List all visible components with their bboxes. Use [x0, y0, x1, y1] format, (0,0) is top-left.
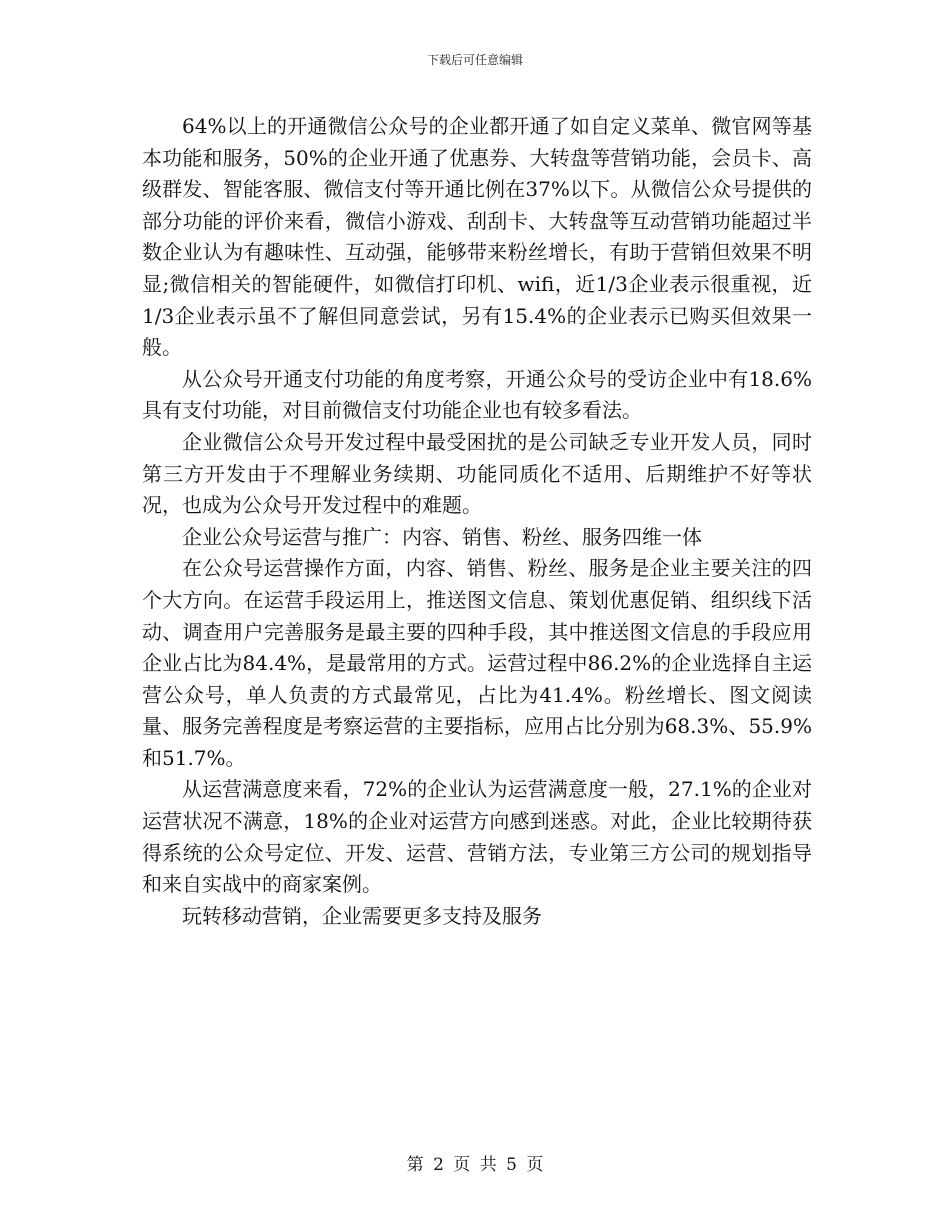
paragraph-payment: 从公众号开通支付功能的角度考察，开通公众号的受访企业中有18.6%具有支付功能，对目前微信支付功能企业也有较多看法。 [142, 366, 812, 423]
section-heading-operations: 企业公众号运营与推广：内容、销售、粉丝、服务四维一体 [182, 524, 702, 549]
section-heading-mobile-marketing: 玩转移动营销，企业需要更多支持及服务 [182, 903, 542, 928]
paragraph-satisfaction: 从运营满意度来看，72%的企业认为运营满意度一般，27.1%的企业对运营状况不满意，18%的企业对运营方向感到迷惑。对此，企业比较期待获得系统的公众号定位、开发、运营、营销方法，专业第三方公司的规划指导和来自实战中的商家案例。 [142, 777, 812, 897]
document-body [142, 111, 812, 932]
paragraph-features: 64%以上的开通微信公众号的企业都开通了如自定义菜单、微官网等基本功能和服务，50%的企业开通了优惠券、大转盘等营销功能，会员卡、高级群发、智能客服、微信支付等开通比例在37%以下。从微信公众号提供的部分功能的评价来看，微信小游戏、刮刮卡、大转盘等互动营销功能超过半数企业认为有趣味性、互动强，能够带来粉丝增长，有助于营销但效果不明显;微信相关的智能硬件，如微信打印机、wifi，近1/3企业表示很重视，近1/3企业表示虽不了解但同意尝试，另有15.4%的企业表示已购买但效果一般。 [142, 114, 812, 360]
page-header: 下载后可任意编辑 [426, 53, 523, 67]
paragraph-operations: 在公众号运营操作方面，内容、销售、粉丝、服务是企业主要关注的四个大方向。在运营手段运用上，推送图文信息、策划优惠促销、组织线下活动、调查用户完善服务是最主要的四种手段，其中推送图文信息的手段应用企业占比为84.4%，是最常用的方式。运营过程中86.2%的企业选择自主运营公众号，单人负责的方式最常见，占比为41.4%。粉丝增长、图文阅读量、服务完善程度是考察运营的主要指标，应用占比分别为68.3%、55.9%和51.7%。 [142, 556, 812, 770]
paragraph-development: 企业微信公众号开发过程中最受困扰的是公司缺乏专业开发人员，同时第三方开发由于不理解业务续期、功能同质化不适用、后期维护不好等状况，也成为公众号开发过程中的难题。 [142, 429, 812, 518]
page-number: 第 2 页 共 5 页 [406, 1155, 544, 1175]
